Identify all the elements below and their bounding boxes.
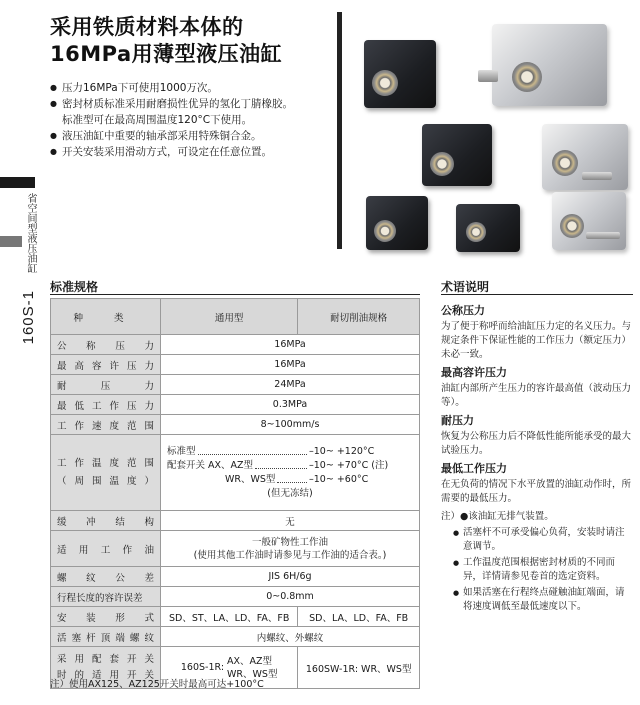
row-label: 行程长度的容许误差	[51, 587, 161, 607]
table-row	[51, 355, 420, 375]
title-line-2: 16MPa用薄型液压油缸	[50, 42, 283, 66]
spec-table	[50, 298, 420, 689]
row-value-line: (使用其他工作油时请参见与工作油的适合表。)	[193, 549, 387, 561]
glossary-term: 耐压力	[441, 414, 474, 427]
row-value-temperature	[161, 435, 420, 511]
glossary-desc: 恢复为公称压力后不降低性能所能承受的最大试验压力。	[441, 431, 632, 456]
row-label	[51, 435, 161, 511]
temp-range: –10~ +120°C	[309, 445, 375, 457]
table-row	[51, 531, 420, 567]
row-value: 16MPa	[161, 355, 420, 375]
cylinder-photo-silver-medium	[542, 124, 628, 190]
row-value-cutting-oil: SD、LA、LD、FA、FB	[298, 607, 420, 627]
product-photos	[352, 12, 634, 252]
row-value: 24MPa	[161, 375, 420, 395]
row-value: JIS 6H/6g	[161, 567, 420, 587]
row-label: 适用工作油	[51, 531, 161, 567]
row-value-line: 一般矿物性工作油	[251, 536, 328, 548]
side-tab-marker-grey	[0, 236, 22, 247]
cylinder-photo-black-small-2	[456, 204, 520, 252]
temp-range: –10~ +60°C	[309, 473, 369, 485]
temp-note: (但无冻结)	[267, 487, 313, 499]
glossary-term: 最低工作压力	[441, 462, 507, 475]
glossary-note-head: 注）●该油缸无排气装置。	[441, 511, 554, 522]
row-value: 0~0.8mm	[161, 587, 420, 607]
glossary-notes	[441, 510, 633, 614]
table-row	[51, 335, 420, 355]
glossary	[441, 302, 633, 614]
row-value	[161, 531, 420, 567]
row-value-standard: SD、ST、LA、LD、FA、FB	[161, 607, 298, 627]
glossary-desc: 在无负荷的情况下水平放置的油缸动作时，所需要的最低压力。	[441, 479, 632, 504]
cylinder-photo-black-large	[364, 40, 436, 108]
glossary-term: 公称压力	[441, 304, 485, 317]
table-row	[51, 415, 420, 435]
glossary-note-item: ● 如果活塞在行程终点碰触油缸端面，请将速度调低至最低速度以下。	[441, 586, 633, 614]
feature-item: ● 液压油缸中重要的轴承部采用特殊铜合金。	[50, 128, 335, 144]
side-series-code: 160S-1	[20, 290, 37, 345]
row-label: 缓冲结构	[51, 511, 161, 531]
spec-section-title: 标准规格	[50, 280, 99, 294]
page-title	[50, 14, 340, 68]
spec-footnote: 注）使用AX125、AZ125开关时最高可达+100°C	[50, 679, 264, 690]
col-head-item: 种 类	[51, 299, 161, 335]
table-row	[51, 587, 420, 607]
row-label-line: （周围温度）	[57, 475, 154, 487]
row-label-line: 工作温度范围	[57, 457, 154, 469]
temp-item: 标准型	[167, 445, 196, 457]
feature-item: ● 开关安装采用滑动方式，可设定在任意位置。	[50, 144, 335, 160]
col-head-cutting-oil: 耐切削油规格	[298, 299, 420, 335]
glossary-term: 最高容许压力	[441, 366, 507, 379]
glossary-note-item: ● 活塞杆不可承受偏心负荷，安装时请注意调节。	[441, 526, 633, 554]
temp-item: 配套开关 AX、AZ型	[167, 459, 254, 471]
table-header-row	[51, 299, 420, 335]
table-row	[51, 435, 420, 511]
row-value-cutting-oil: 160SW-1R: WR、WS型	[298, 647, 420, 689]
cylinder-photo-silver-small	[552, 192, 626, 250]
switch-prefix: 160S-1R:	[180, 662, 225, 673]
side-tab-marker	[0, 177, 35, 188]
glossary-desc: 油缸内部所产生压力的容许最高值（波动压力等）。	[441, 383, 632, 408]
side-category-label: 省空间型液压油缸	[25, 193, 36, 273]
row-value: 0.3MPa	[161, 395, 420, 415]
row-label: 公称压力	[51, 335, 161, 355]
table-row	[51, 567, 420, 587]
feature-list	[50, 80, 335, 160]
row-value: 内螺纹、外螺纹	[161, 627, 420, 647]
table-row	[51, 627, 420, 647]
cylinder-photo-silver-large	[492, 24, 607, 106]
row-label-line: 采用配套开关	[57, 653, 154, 665]
glossary-note-item: ● 工作温度范围根据密封材质的不同而异，详情请参见卷首的选定资料。	[441, 556, 633, 584]
header-divider	[337, 12, 342, 249]
row-value: 16MPa	[161, 335, 420, 355]
temp-item: WR、WS型	[225, 473, 276, 485]
row-value: 无	[161, 511, 420, 531]
table-row	[51, 395, 420, 415]
switch-type: WR、WS型	[227, 668, 278, 680]
feature-item: ● 密封材质标准采用耐磨损性优异的氢化丁腈橡胶。	[50, 96, 335, 112]
row-value: 8~100mm/s	[161, 415, 420, 435]
table-row	[51, 607, 420, 627]
row-label: 工作速度范围	[51, 415, 161, 435]
row-label: 活塞杆顶端螺纹	[51, 627, 161, 647]
feature-item-continuation: 标准型可在最高周围温度120°C下使用。	[62, 114, 253, 126]
temp-range: –10~ +70°C (注)	[309, 459, 389, 471]
feature-item: ● 压力16MPa下可使用1000万次。	[50, 80, 335, 96]
table-row	[51, 511, 420, 531]
row-label: 最低工作压力	[51, 395, 161, 415]
glossary-rule	[441, 294, 633, 295]
col-head-standard: 通用型	[161, 299, 298, 335]
row-label: 安装形式	[51, 607, 161, 627]
title-line-1: 采用铁质材料本体的	[50, 15, 244, 39]
table-row	[51, 375, 420, 395]
row-label: 耐压力	[51, 375, 161, 395]
glossary-title: 术语说明	[441, 280, 490, 294]
row-label: 最高容许压力	[51, 355, 161, 375]
switch-type: AX、AZ型	[227, 655, 273, 667]
cylinder-photo-black-small	[366, 196, 428, 250]
row-label-line: 时的适用开关	[57, 669, 154, 681]
glossary-desc: 为了便于称呼而给油缸压力定的名义压力。与规定条件下保证性能的工作压力（额定压力）未必一致。	[441, 321, 632, 360]
cylinder-photo-black-medium	[422, 124, 492, 186]
spec-section-rule	[50, 294, 420, 295]
row-label: 螺纹公差	[51, 567, 161, 587]
